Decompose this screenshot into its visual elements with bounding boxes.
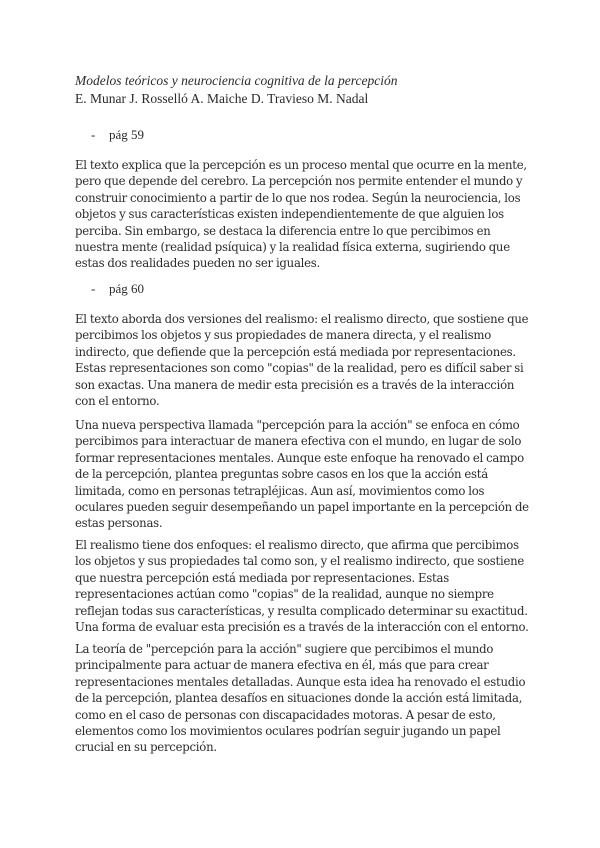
paragraph-line: principalmente para actuar de manera efectiva en él, más que para crear [75,658,489,673]
paragraph [75,311,535,409]
page-reference-bullet [91,126,144,143]
paragraph [75,537,535,635]
bullet-dash: - [91,281,96,296]
paragraph-line: como en el caso de personas con discapacidades motoras. A pesar de esto, [75,707,496,722]
paragraph-line: son exactas. Una manera de medir esta precisión es a través de la interacción [75,377,515,392]
page-reference-label: pág 59 [109,127,145,142]
paragraph-line: El realismo tiene dos enfoques: el realismo directo, que afirma que percibimos [75,538,519,552]
paragraph-line: limitada, como en personas tetrapléjicas. Aun así, movimientos como los [75,483,485,498]
bullet-dash: - [91,127,96,142]
paragraph-line: representaciones mentales detalladas. Aunque esta idea ha renovado el estudio [75,674,526,689]
paragraph-line: los objetos y sus propiedades tal como son, y el realismo indirecto, que sostiene [75,554,525,569]
paragraph-line: elementos como los movimientos oculares podrían seguir jugando un papel [75,724,501,739]
paragraph-line: La teoría de "percepción para la acción" sugiere que percibimos el mundo [75,642,494,656]
paragraph-line: reflejan todas sus características, y resulta complicado determinar su exactitud. [75,603,528,618]
paragraph-line: nuestra mente (realidad psíquica) y la realidad física externa, sugiriendo que [75,240,510,255]
paragraph [75,157,535,272]
paragraph-line: indirecto, que defiende que la percepción está mediada por representaciones. [75,344,516,359]
paragraph-line: El texto aborda dos versiones del realismo: el realismo directo, que sostiene que [75,312,529,326]
paragraph-line: percibimos los objetos y sus propiedades de manera directa, y el realismo [75,328,492,343]
paragraph-line: Una forma de evaluar esta precisión es a través de la interacción con el entorno. [75,620,529,635]
paragraph [75,641,535,756]
document-authors: E. Munar J. Rosselló A. Maiche D. Travieso M. Nadal [75,91,369,106]
paragraph-line: de la percepción, plantea preguntas sobre casos en los que la acción está [75,467,488,482]
document-title: Modelos teóricos y neurociencia cognitiva de la percepción [75,73,398,88]
paragraph-line: con el entorno. [75,394,160,409]
paragraph-line: percibimos para interactuar de manera efectiva con el mundo, en lugar de solo [75,434,522,449]
paragraph-line: pero que depende del cerebro. La percepción nos permite entender el mundo y [75,174,523,189]
paragraph-line: estas personas. [75,516,163,531]
paragraph-line: oculares pueden seguir desempeñando un papel importante en la percepción de [75,500,529,515]
paragraph-line: Estas representaciones son como "copias" de la realidad, pero es difícil saber si [75,361,524,376]
paragraph-line: perciba. Sin embargo, se destaca la diferencia entre lo que percibimos en [75,223,491,238]
paragraph-line: de la percepción, plantea desafíos en situaciones donde la acción está limitada, [75,691,523,706]
paragraph-line: estas dos realidades pueden no ser iguales. [75,256,321,271]
paragraph-line: crucial en su percepción. [75,740,217,755]
paragraph-line: construir conocimiento a partir de lo que nos rodea. Según la neurociencia, los [75,190,521,205]
paragraph-line: objetos y sus características existen independientemente de que alguien los [75,207,504,222]
paragraph [75,417,535,532]
paragraph-line: que nuestra percepción está mediada por representaciones. Estas [75,570,449,585]
paragraph-line: Una nueva perspectiva llamada "percepción para la acción" se enfoca en cómo [75,418,520,432]
paragraph-line: El texto explica que la percepción es un proceso mental que ocurre en la mente, [75,158,527,172]
paragraph-line: formar representaciones mentales. Aunque este enfoque ha renovado el campo [75,450,524,465]
page-reference-bullet [91,280,144,297]
page-reference-label: pág 60 [109,281,145,296]
paragraph-line: representaciones actúan como "copias" de la realidad, aunque no siempre [75,587,494,602]
